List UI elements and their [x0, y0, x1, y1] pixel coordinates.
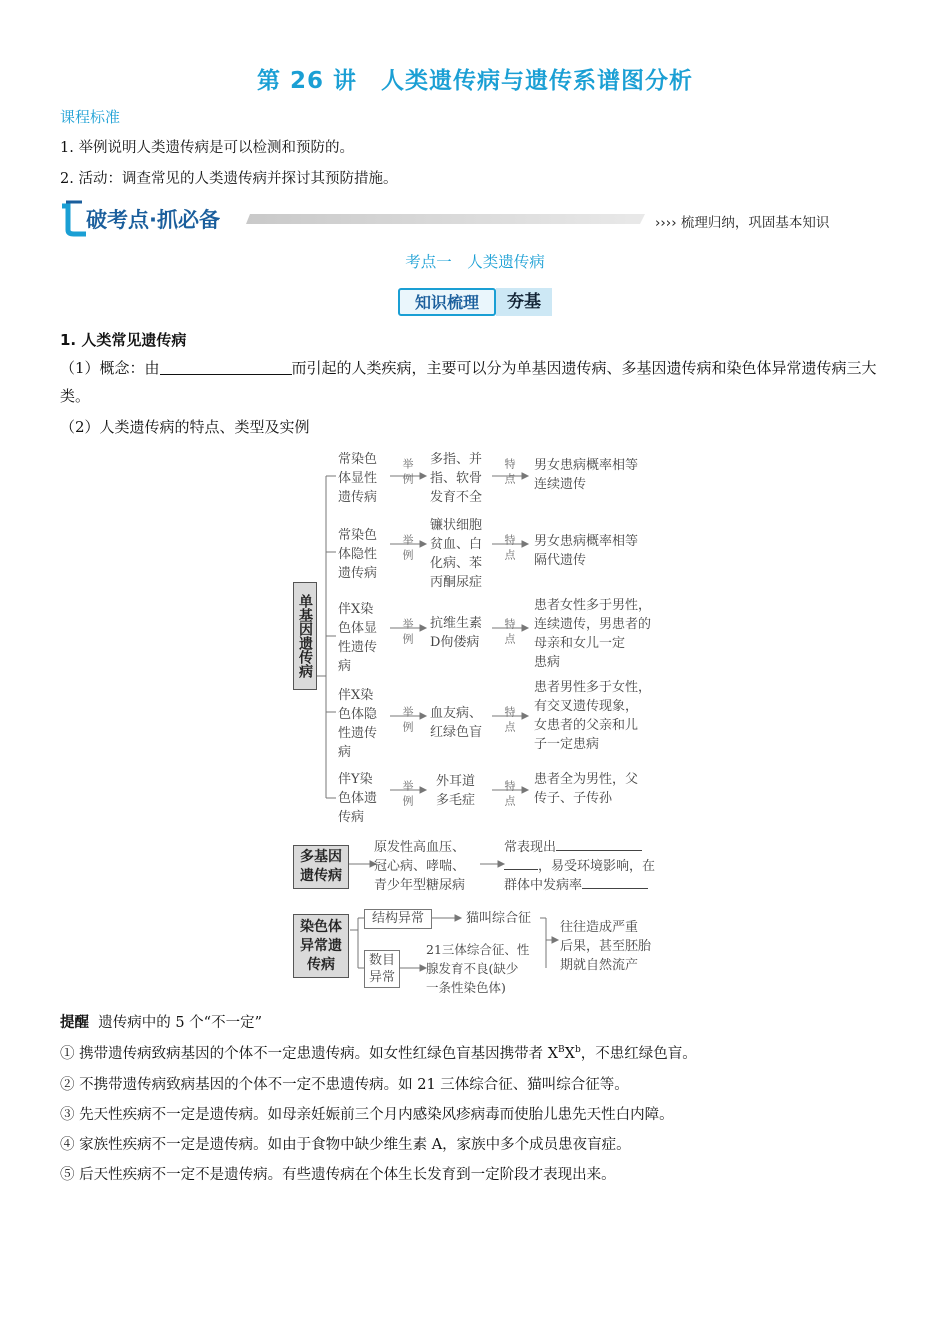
feature-label-4: 特点	[503, 706, 516, 736]
sub2-heading: （2）人类遗传病的特点、类型及实例	[60, 418, 310, 436]
single-gene-box: 单基因遗传病	[293, 582, 317, 690]
standard-item-1: 1. 举例说明人类遗传病是可以检测和预防的。	[60, 140, 354, 156]
type-xd: 伴X染 色体显 性遗传 病	[338, 602, 378, 674]
tip-item-3: ③ 先天性疾病不一定是遗传病。如母亲妊娠前三个月内感染风疹病毒而使胎儿患先天性白内障。	[60, 1107, 674, 1123]
tip-item-2: ② 不携带遗传病致病基因的个体不一定不患遗传病。如 21 三体综合征、猫叫综合征等。	[60, 1077, 629, 1093]
knowledge-tag-label: 知识梳理	[398, 288, 496, 316]
example-xr: 血友病、 红绿色盲	[430, 706, 483, 740]
example-ad: 多指、并 指、软骨 发育不全	[430, 452, 483, 505]
number-example: 21三体综合征、性 腺发育不良(缺少 一条性染色体)	[426, 942, 530, 995]
structure-example: 猫叫综合征	[466, 911, 532, 926]
chromosome-result: 往往造成严重 后果，甚至胚胎 期就自然流产	[560, 920, 652, 973]
feature-ad: 男女患病概率相等 连续遗传	[534, 458, 639, 492]
example-label-3: 举例	[401, 618, 414, 648]
page-title: 第 26 讲 人类遗传病与遗传系谱图分析	[256, 68, 694, 94]
example-y: 外耳道 多毛症	[436, 774, 476, 808]
tips-intro: 遗传病中的 5 个“不一定”	[98, 1015, 262, 1031]
concept-suffix: 而引起的人类疾病，主要可以分为单基因遗传病、多基因遗传病和染色体异常遗传病三大类。	[60, 359, 877, 405]
feature-xr: 患者男性多于女性， 有交叉遗传现象， 女患者的父亲和儿 子一定患病	[534, 680, 652, 752]
example-label-2: 举例	[401, 534, 414, 564]
multi-gene-features: 常表现出 ，易受环境影响，在 群体中发病率	[504, 840, 656, 893]
feature-label-5: 特点	[503, 780, 516, 810]
structure-abnormal-box: 结构异常	[364, 909, 432, 929]
example-label-4: 举例	[401, 706, 414, 736]
concept-paragraph	[60, 354, 895, 410]
example-label-5: 举例	[401, 780, 414, 810]
banner-right-text: ›››› 梳理归纳，巩固基本知识	[655, 215, 830, 231]
tip-item-5: ⑤ 后天性疾病不一定不是遗传病。有些遗传病在个体生长发育到一定阶段才表现出来。	[60, 1167, 616, 1183]
tip-item-4: ④ 家族性疾病不一定是遗传病。如由于食物中缺少维生素 A，家族中多个成员患夜盲症。	[60, 1137, 631, 1153]
example-label-1: 举例	[401, 458, 414, 488]
type-ar: 常染色 体隐性 遗传病	[338, 528, 378, 581]
tips-heading	[60, 1011, 262, 1032]
type-y: 伴Y染 色体遗 传病	[338, 772, 378, 825]
concept-blank	[160, 358, 292, 375]
type-ad: 常染色 体显性 遗传病	[338, 452, 378, 505]
example-ar: 镰状细胞 贫血、白 化病、苯 丙酮尿症	[430, 518, 483, 590]
kaodian-title: 考点一 人类遗传病	[405, 253, 545, 271]
banner-title: 破考点·抓必备	[86, 208, 220, 232]
section-heading: 1. 人类常见遗传病	[60, 331, 187, 349]
feature-xd: 患者女性多于男性， 连续遗传，男患者的 母亲和女儿一定 患病	[534, 598, 652, 670]
multi-gene-box: 多基因 遗传病	[293, 845, 349, 889]
number-abnormal-box: 数目 异常	[364, 950, 400, 988]
example-xd: 抗维生素 D佝偻病	[430, 616, 483, 650]
standard-item-2: 2. 活动：调查常见的人类遗传病并探讨其预防措施。	[60, 171, 398, 187]
type-xr: 伴X染 色体隐 性遗传 病	[338, 688, 378, 760]
tip-item-1: ① 携带遗传病致病基因的个体不一定患遗传病。如女性红绿色盲基因携带者 $X^BX^b$，不患红绿色盲。	[60, 1045, 697, 1062]
knowledge-tag-suffix: 夯基	[496, 288, 552, 316]
multi-gene-examples: 原发性高血压、 冠心病、哮喘、 青少年型糖尿病	[374, 840, 466, 893]
concept-prefix: （1）概念：由	[60, 359, 160, 377]
standard-heading: 课程标准	[60, 108, 121, 126]
feature-ar: 男女患病概率相等 隔代遗传	[534, 534, 639, 568]
feature-y: 患者全为男性，父 传子、子传孙	[534, 772, 639, 806]
chromosome-box: 染色体 异常遗 传病	[293, 914, 349, 978]
feature-label-2: 特点	[503, 534, 516, 564]
tips-head: 提醒	[60, 1015, 89, 1031]
feature-label-1: 特点	[503, 458, 516, 488]
feature-label-3: 特点	[503, 618, 516, 648]
